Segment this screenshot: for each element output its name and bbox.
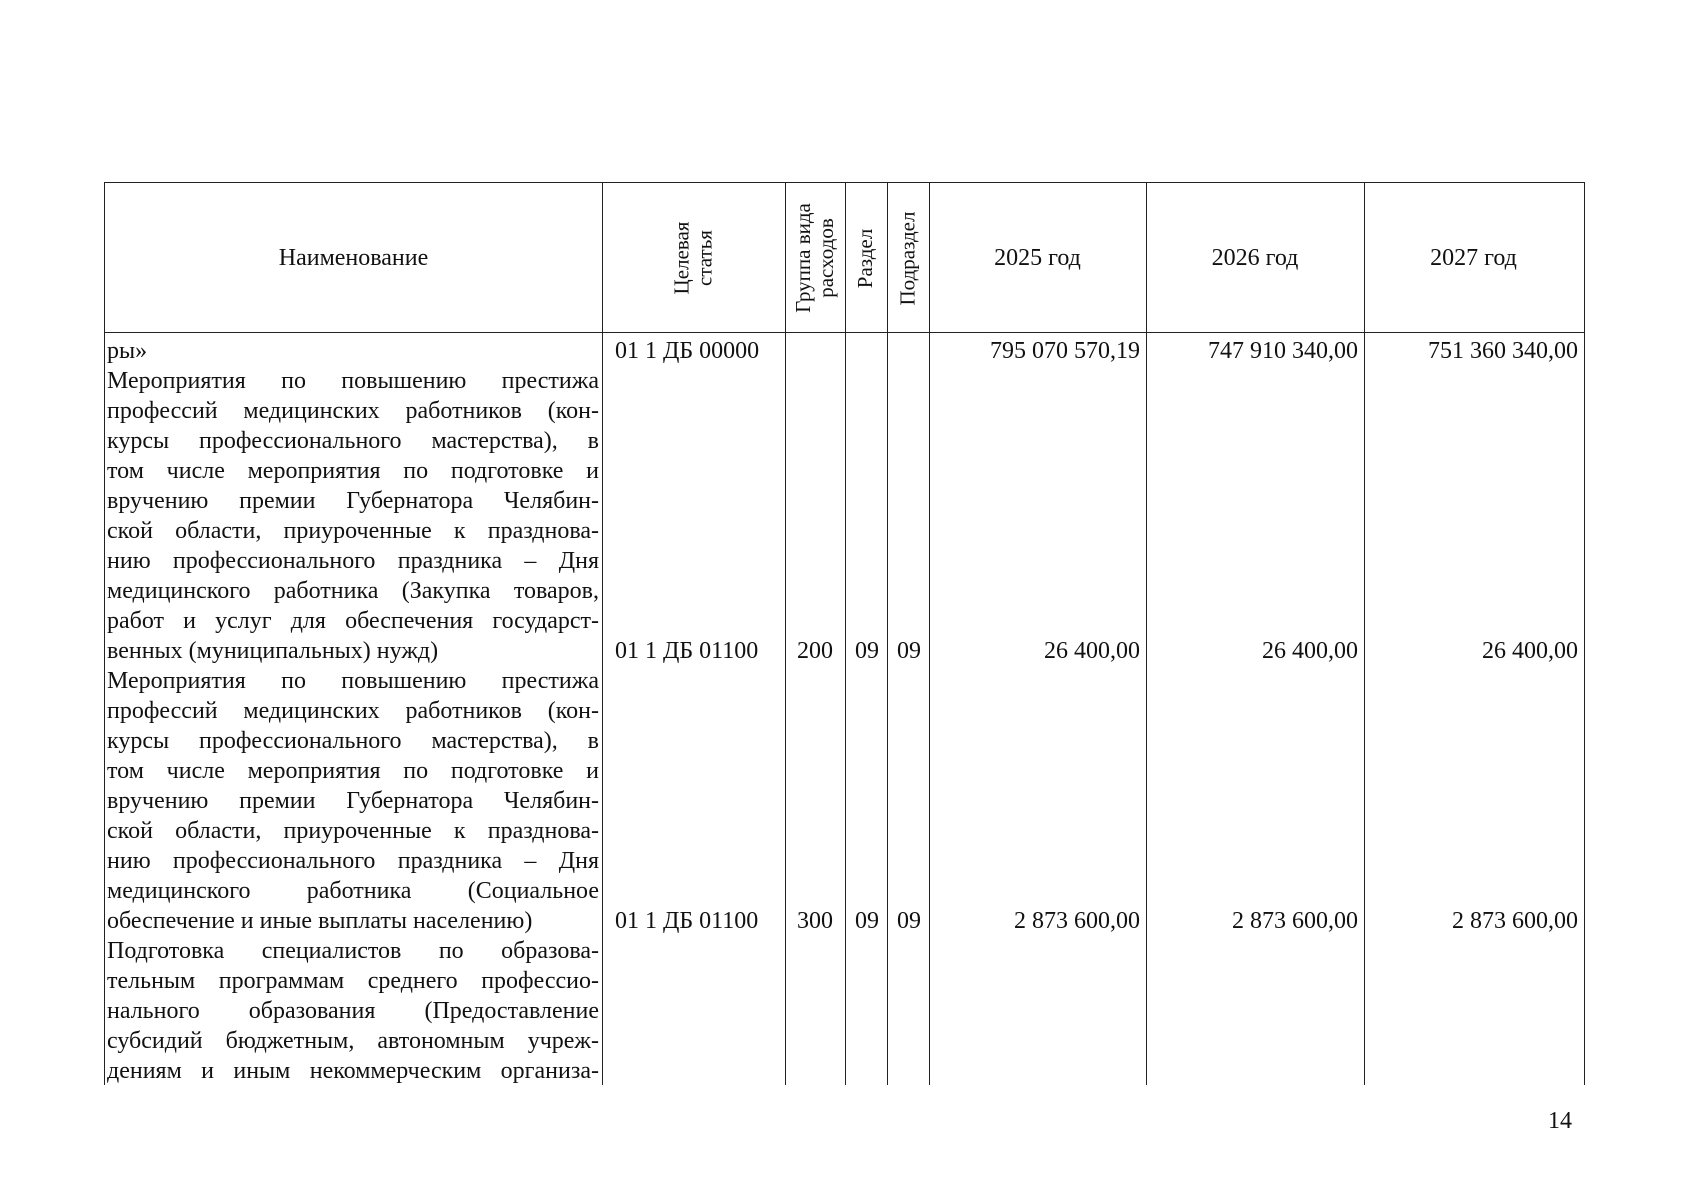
header-year-2027 (1364, 183, 1583, 333)
budget-table (104, 182, 1585, 1085)
amount-2027-cell: 751 360 340,00 (1428, 338, 1578, 364)
header-name-label: Наименование (278, 244, 429, 271)
name-line: обеспечение и иные выплаты населению) (107, 908, 533, 934)
name-line: нию профессионального праздника – Дня (107, 548, 599, 574)
target-article-cell: 01 1 ДБ 01100 (615, 908, 759, 934)
amount-2025-cell: 2 873 600,00 (1014, 908, 1140, 934)
target-article-cell: 01 1 ДБ 01100 (615, 638, 759, 664)
name-line: венных (муниципальных) нужд) (107, 638, 439, 664)
name-line: ской области, приуроченные к празднова- (107, 518, 599, 544)
name-line: Подготовка специалистов по образова- (107, 938, 599, 964)
header-name (105, 183, 602, 333)
header-section-label: Раздел (853, 228, 878, 288)
header-expense-group-line1: Группа вида (791, 203, 815, 313)
name-line: ры» (107, 338, 148, 364)
header-expense-group (785, 183, 845, 333)
name-line: Мероприятия по повышению престижа (107, 668, 599, 694)
name-line: тельным программам среднего профессио- (107, 968, 599, 994)
amount-2026-cell: 2 873 600,00 (1232, 908, 1358, 934)
section-cell: 09 (855, 908, 879, 934)
header-year-2026 (1146, 183, 1364, 333)
header-year-2026-label: 2026 год (1211, 244, 1299, 271)
expense-group-cell: 300 (797, 908, 833, 934)
amount-2025-cell: 795 070 570,19 (990, 338, 1140, 364)
name-line: медицинского работника (Социальное (107, 878, 599, 904)
name-line: вручению премии Губернатора Челябин- (107, 488, 599, 514)
name-line: курсы профессионального мастерства), в (107, 428, 599, 454)
amount-2026-cell: 747 910 340,00 (1208, 338, 1358, 364)
header-year-2027-label: 2027 год (1430, 244, 1517, 271)
name-line: ской области, приуроченные к празднова- (107, 818, 599, 844)
expense-group-cell: 200 (797, 638, 833, 664)
header-subsection (887, 183, 929, 333)
amount-2025-cell: 26 400,00 (1044, 638, 1140, 664)
name-line: работ и услуг для обеспечения государст- (107, 608, 599, 634)
header-section (845, 183, 887, 333)
name-line: том числе мероприятия по подготовке и (107, 458, 599, 484)
name-line: медицинского работника (Закупка товаров, (107, 578, 599, 604)
name-line: вручению премии Губернатора Челябин- (107, 788, 599, 814)
page-number: 14 (1548, 1108, 1572, 1134)
header-subsection-label: Подраздел (895, 211, 920, 305)
name-line: дениям и иным некоммерческим организа- (107, 1058, 599, 1084)
header-target-article (602, 183, 785, 333)
name-column (107, 336, 599, 1086)
header-year-2025-label: 2025 год (994, 244, 1081, 271)
name-line: Мероприятия по повышению престижа (107, 368, 599, 394)
amount-2027-cell: 2 873 600,00 (1452, 908, 1578, 934)
name-line: нального образования (Предоставление (107, 998, 599, 1024)
name-line: нию профессионального праздника – Дня (107, 848, 599, 874)
subsection-cell: 09 (897, 638, 921, 664)
target-article-cell: 01 1 ДБ 00000 (615, 338, 760, 364)
subsection-cell: 09 (897, 908, 921, 934)
amount-2026-cell: 26 400,00 (1262, 638, 1358, 664)
header-target-article-line2: статья (692, 230, 717, 286)
name-line: курсы профессионального мастерства), в (107, 728, 599, 754)
header-target-article-line1: Целевая (669, 221, 694, 295)
name-line: профессий медицинских работников (кон- (107, 398, 599, 424)
name-line: субсидий бюджетным, автономным учреж- (107, 1028, 599, 1054)
name-line: том числе мероприятия по подготовке и (107, 758, 599, 784)
name-line: профессий медицинских работников (кон- (107, 698, 599, 724)
header-year-2025 (929, 183, 1146, 333)
section-cell: 09 (855, 638, 879, 664)
header-expense-group-line2: расходов (814, 218, 838, 298)
amount-2027-cell: 26 400,00 (1482, 638, 1578, 664)
